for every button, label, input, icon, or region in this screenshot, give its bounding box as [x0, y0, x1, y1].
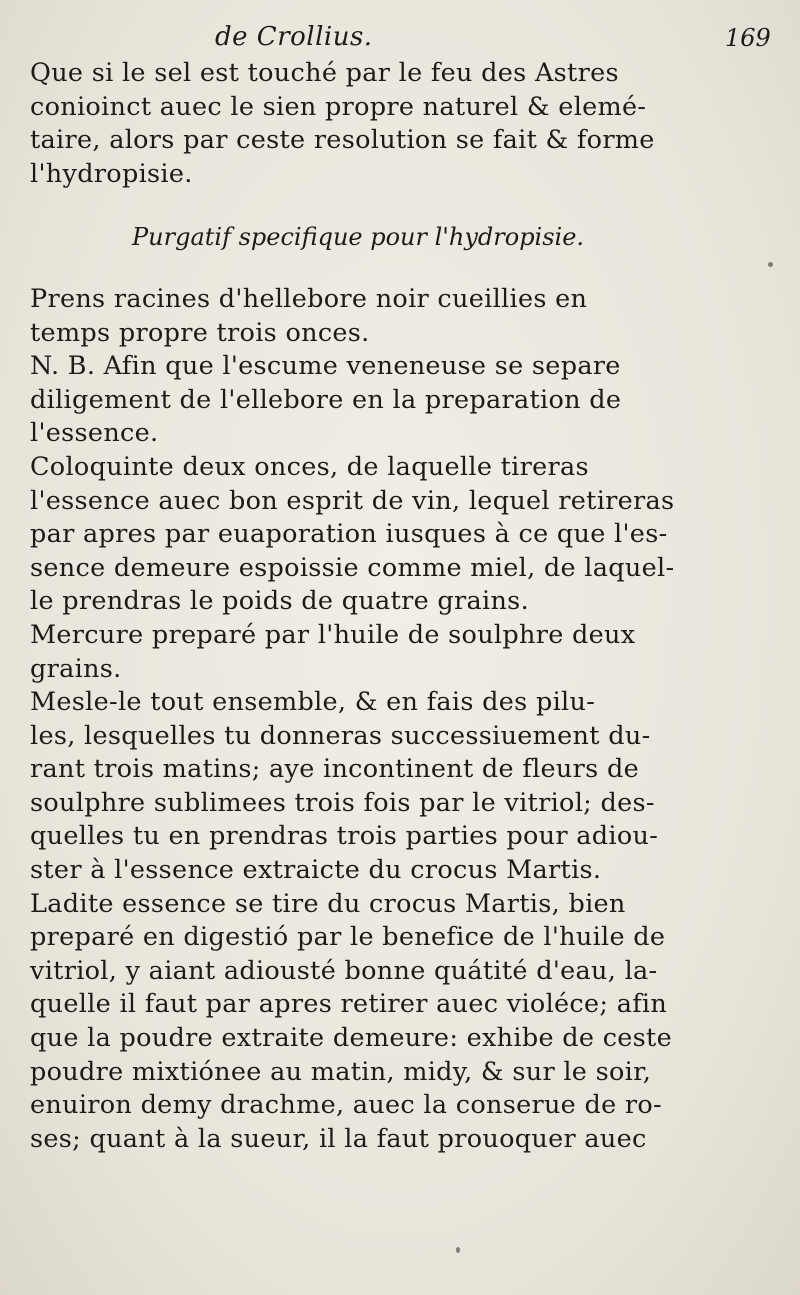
- text-line: Prens racines d'hellebore noir cueillies en: [30, 283, 588, 314]
- text-line: diligement de l'ellebore en la preparation de: [30, 384, 622, 415]
- ink-speck: [768, 262, 773, 267]
- text-line: quelle il faut par apres retirer auec violéce; afin: [30, 989, 668, 1020]
- page-number: 169: [725, 24, 771, 52]
- text-line: l'essence.: [30, 418, 159, 449]
- text-line: ses; quant à la sueur, il la faut prouoquer auec: [30, 1123, 647, 1154]
- ink-speck: [456, 1247, 460, 1253]
- page-header: [0, 14, 800, 54]
- text-line: quelles tu en prendras trois parties pour adiou-: [30, 821, 659, 852]
- text-line: conioinct auec le sien propre naturel & elemé-: [30, 91, 647, 122]
- text-line: les, lesquelles tu donneras successiuement du-: [30, 720, 651, 751]
- text-line: taire, alors par ceste resolution se fait & forme: [30, 125, 655, 156]
- text-line: poudre mixtiónee au matin, midy, & sur le soir,: [30, 1056, 652, 1087]
- text-line: Coloquinte deux onces, de laquelle tireras: [30, 451, 589, 482]
- text-line: Mesle-le tout ensemble, & en fais des pilu-: [30, 687, 596, 718]
- text-line: ster à l'essence extraicte du crocus Martis.: [30, 855, 602, 886]
- text-line: l'hydropisie.: [30, 158, 193, 189]
- section-heading: Purgatif specifique pour l'hydropisie.: [132, 223, 585, 252]
- text-line: le prendras le poids de quatre grains.: [30, 586, 529, 617]
- text-line: rant trois matins; aye incontinent de fleurs de: [30, 754, 639, 785]
- running-title: de Crollius.: [215, 22, 373, 52]
- text-line: l'essence auec bon esprit de vin, lequel retireras: [30, 485, 675, 516]
- text-line: que la poudre extraite demeure: exhibe de ceste: [30, 1023, 672, 1054]
- body-text: [30, 57, 790, 1156]
- text-line: enuiron demy drachme, auec la conserue de ro-: [30, 1090, 662, 1121]
- text-line: soulphre sublimees trois fois par le vitriol; des-: [30, 787, 655, 818]
- text-line: Que si le sel est touché par le feu des Astres: [30, 58, 619, 88]
- text-line: vitriol, y aiant adiousté bonne quátité d'eau, la-: [30, 955, 658, 986]
- text-line: grains.: [30, 653, 122, 684]
- text-line: Ladite essence se tire du crocus Martis, bien: [30, 888, 626, 919]
- text-line: N. B. Afin que l'escume veneneuse se separe: [30, 351, 621, 382]
- text-line: preparé en digestió par le benefice de l'huile de: [30, 922, 666, 953]
- text-line: par apres par euaporation iusques à ce que l'es-: [30, 519, 668, 550]
- text-line: Mercure preparé par l'huile de soulphre deux: [30, 619, 636, 650]
- text-line: temps propre trois onces.: [30, 317, 370, 348]
- text-line: sence demeure espoissie comme miel, de laquel-: [30, 552, 675, 583]
